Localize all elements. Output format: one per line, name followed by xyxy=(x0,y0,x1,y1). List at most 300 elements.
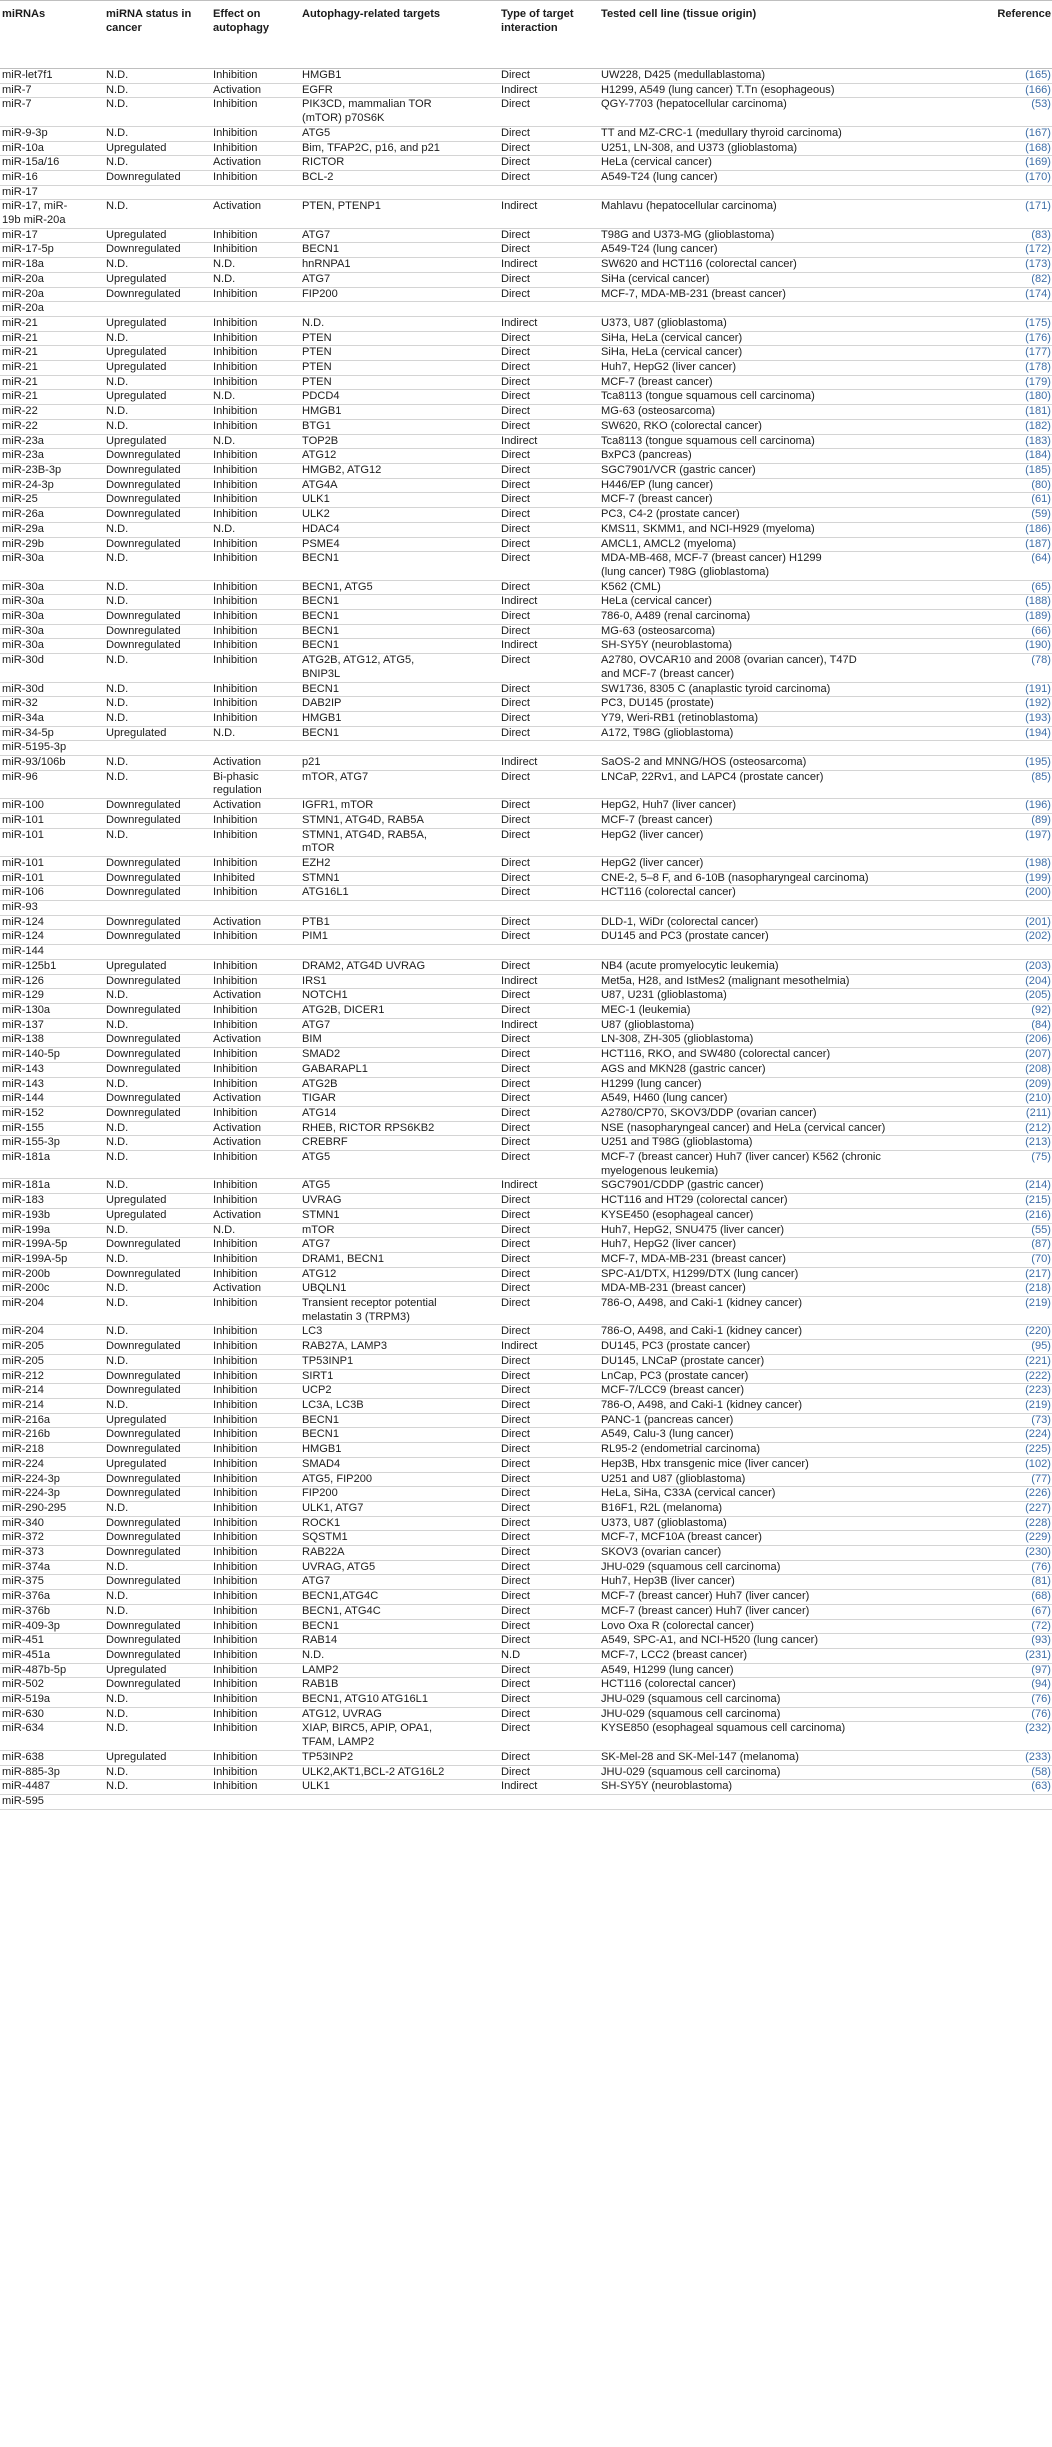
reference-link[interactable]: (194) xyxy=(964,726,1052,741)
reference-link[interactable]: (81) xyxy=(964,1575,1052,1590)
cell-line-cell: KYSE450 (esophageal cancer) xyxy=(599,1208,964,1223)
reference-link[interactable]: (213) xyxy=(964,1136,1052,1151)
effect-cell: Inhibition xyxy=(211,1604,300,1619)
table-row xyxy=(0,1722,1052,1750)
mirna-cell: miR-205 xyxy=(0,1340,104,1355)
reference-link[interactable]: (190) xyxy=(964,639,1052,654)
reference-link[interactable]: (220) xyxy=(964,1325,1052,1340)
reference-link[interactable]: (219) xyxy=(964,1398,1052,1413)
status-cell xyxy=(104,302,211,317)
reference-link[interactable]: (65) xyxy=(964,580,1052,595)
reference-link[interactable]: (192) xyxy=(964,697,1052,712)
effect-cell: Inhibition xyxy=(211,316,300,331)
reference-link[interactable]: (205) xyxy=(964,989,1052,1004)
status-cell: Downregulated xyxy=(104,1267,211,1282)
cell-line-cell: A549, H1299 (lung cancer) xyxy=(599,1663,964,1678)
reference-link[interactable]: (191) xyxy=(964,682,1052,697)
reference-link[interactable]: (95) xyxy=(964,1340,1052,1355)
reference-link[interactable]: (217) xyxy=(964,1267,1052,1282)
cell-line-cell xyxy=(599,901,964,916)
cell-line-cell: MDA-MB-231 (breast cancer) xyxy=(599,1282,964,1297)
cell-line-cell: Tca8113 (tongue squamous cell carcinoma) xyxy=(599,434,964,449)
interaction-cell: Direct xyxy=(499,552,599,580)
mirna-cell: miR-106 xyxy=(0,886,104,901)
reference-link[interactable]: (182) xyxy=(964,419,1052,434)
status-cell: Upregulated xyxy=(104,1413,211,1428)
status-cell: N.D. xyxy=(104,697,211,712)
targets-cell: HMGB1 xyxy=(300,711,499,726)
targets-cell: ATG12, UVRAG xyxy=(300,1707,499,1722)
header-mirnas: miRNAs xyxy=(0,1,104,69)
reference-link[interactable]: (219) xyxy=(964,1297,1052,1325)
reference-link[interactable]: (76) xyxy=(964,1707,1052,1722)
reference-link[interactable] xyxy=(964,741,1052,756)
reference-link[interactable]: (206) xyxy=(964,1033,1052,1048)
targets-cell: DRAM2, ATG4D UVRAG xyxy=(300,959,499,974)
reference-link[interactable]: (168) xyxy=(964,141,1052,156)
status-cell: Downregulated xyxy=(104,1575,211,1590)
reference-link[interactable]: (193) xyxy=(964,711,1052,726)
mirna-cell: miR-30a xyxy=(0,639,104,654)
targets-cell: RICTOR xyxy=(300,156,499,171)
interaction-cell xyxy=(499,901,599,916)
reference-link[interactable]: (188) xyxy=(964,595,1052,610)
targets-cell: RHEB, RICTOR RPS6KB2 xyxy=(300,1121,499,1136)
targets-cell: BECN1 xyxy=(300,552,499,580)
targets-cell: ATG16L1 xyxy=(300,886,499,901)
reference-link[interactable]: (179) xyxy=(964,375,1052,390)
mirna-cell: miR-143 xyxy=(0,1077,104,1092)
reference-link[interactable]: (230) xyxy=(964,1546,1052,1561)
reference-link[interactable]: (180) xyxy=(964,390,1052,405)
reference-link[interactable]: (94) xyxy=(964,1678,1052,1693)
effect-cell: Activation xyxy=(211,1033,300,1048)
targets-cell: BECN1 xyxy=(300,243,499,258)
mirna-cell: miR-21 xyxy=(0,375,104,390)
effect-cell: Inhibition xyxy=(211,1487,300,1502)
interaction-cell: Direct xyxy=(499,272,599,287)
reference-link[interactable]: (229) xyxy=(964,1531,1052,1546)
mirna-cell: miR-30a xyxy=(0,610,104,625)
targets-cell: ATG7 xyxy=(300,1238,499,1253)
reference-link[interactable]: (78) xyxy=(964,654,1052,682)
cell-line-cell: UW228, D425 (medullablastoma) xyxy=(599,69,964,84)
status-cell: N.D. xyxy=(104,1560,211,1575)
status-cell: Downregulated xyxy=(104,1634,211,1649)
reference-link[interactable]: (209) xyxy=(964,1077,1052,1092)
interaction-cell: Direct xyxy=(499,930,599,945)
reference-link[interactable]: (231) xyxy=(964,1648,1052,1663)
mirna-cell: miR-595 xyxy=(0,1794,104,1809)
reference-link[interactable]: (102) xyxy=(964,1457,1052,1472)
reference-link[interactable]: (208) xyxy=(964,1062,1052,1077)
reference-link[interactable]: (221) xyxy=(964,1354,1052,1369)
mirna-cell: miR-205 xyxy=(0,1354,104,1369)
table-row xyxy=(0,799,1052,814)
reference-link[interactable]: (207) xyxy=(964,1048,1052,1063)
status-cell: N.D. xyxy=(104,69,211,84)
reference-link[interactable]: (83) xyxy=(964,228,1052,243)
reference-link[interactable]: (63) xyxy=(964,1780,1052,1795)
table-row xyxy=(0,741,1052,756)
reference-link[interactable]: (93) xyxy=(964,1634,1052,1649)
reference-link[interactable]: (165) xyxy=(964,69,1052,84)
effect-cell: Inhibition xyxy=(211,243,300,258)
reference-link[interactable]: (77) xyxy=(964,1472,1052,1487)
reference-link[interactable]: (85) xyxy=(964,770,1052,798)
reference-link[interactable]: (55) xyxy=(964,1223,1052,1238)
reference-link[interactable]: (201) xyxy=(964,915,1052,930)
table-row xyxy=(0,697,1052,712)
reference-link[interactable]: (222) xyxy=(964,1369,1052,1384)
table-row xyxy=(0,1516,1052,1531)
reference-link[interactable]: (169) xyxy=(964,156,1052,171)
targets-cell: UCP2 xyxy=(300,1384,499,1399)
targets-cell: ATG12 xyxy=(300,449,499,464)
cell-line-cell: SiHa, HeLa (cervical cancer) xyxy=(599,331,964,346)
cell-line-cell: KMS11, SKMM1, and NCI-H929 (myeloma) xyxy=(599,522,964,537)
effect-cell xyxy=(211,901,300,916)
targets-cell: HDAC4 xyxy=(300,522,499,537)
interaction-cell: Direct xyxy=(499,1707,599,1722)
reference-link[interactable]: (173) xyxy=(964,258,1052,273)
reference-link[interactable] xyxy=(964,185,1052,200)
targets-cell: IGFR1, mTOR xyxy=(300,799,499,814)
status-cell: Downregulated xyxy=(104,287,211,302)
reference-link[interactable]: (87) xyxy=(964,1238,1052,1253)
effect-cell: Inhibition xyxy=(211,1457,300,1472)
targets-cell: PTEN xyxy=(300,331,499,346)
reference-link[interactable]: (198) xyxy=(964,856,1052,871)
reference-link[interactable]: (66) xyxy=(964,624,1052,639)
reference-link[interactable]: (177) xyxy=(964,346,1052,361)
reference-link[interactable]: (183) xyxy=(964,434,1052,449)
interaction-cell: Direct xyxy=(499,1693,599,1708)
table-row xyxy=(0,945,1052,960)
cell-line-cell: SW1736, 8305 C (anaplastic tyroid carcinoma) xyxy=(599,682,964,697)
targets-cell: ATG4A xyxy=(300,478,499,493)
reference-link[interactable]: (76) xyxy=(964,1560,1052,1575)
reference-link[interactable]: (53) xyxy=(964,98,1052,126)
reference-link[interactable]: (214) xyxy=(964,1179,1052,1194)
reference-link[interactable]: (211) xyxy=(964,1106,1052,1121)
mirna-cell: miR-30d xyxy=(0,682,104,697)
table-row xyxy=(0,434,1052,449)
reference-link[interactable]: (84) xyxy=(964,1018,1052,1033)
reference-link[interactable]: (210) xyxy=(964,1092,1052,1107)
status-cell: N.D. xyxy=(104,1398,211,1413)
targets-cell: ATG7 xyxy=(300,1018,499,1033)
mirna-cell: miR-216b xyxy=(0,1428,104,1443)
reference-link[interactable]: (226) xyxy=(964,1487,1052,1502)
reference-link[interactable]: (72) xyxy=(964,1619,1052,1634)
reference-link[interactable]: (184) xyxy=(964,449,1052,464)
interaction-cell: Direct xyxy=(499,287,599,302)
table-row xyxy=(0,1384,1052,1399)
effect-cell: Inhibition xyxy=(211,1634,300,1649)
cell-line-cell: MCF-7, MDA-MB-231 (breast cancer) xyxy=(599,287,964,302)
reference-link[interactable]: (170) xyxy=(964,170,1052,185)
targets-cell: BECN1 xyxy=(300,595,499,610)
status-cell: Downregulated xyxy=(104,1487,211,1502)
mirna-cell: miR-290-295 xyxy=(0,1501,104,1516)
reference-link[interactable]: (172) xyxy=(964,243,1052,258)
cell-line-cell: SW620 and HCT116 (colorectal cancer) xyxy=(599,258,964,273)
mirna-cell: miR-30d xyxy=(0,654,104,682)
reference-link[interactable]: (61) xyxy=(964,493,1052,508)
targets-cell: Transient receptor potential melastatin 3 (TRPM3) xyxy=(300,1297,499,1325)
effect-cell: Inhibition xyxy=(211,1707,300,1722)
reference-link[interactable]: (67) xyxy=(964,1604,1052,1619)
effect-cell: Inhibition xyxy=(211,1340,300,1355)
table-row xyxy=(0,170,1052,185)
targets-cell: CREBRF xyxy=(300,1136,499,1151)
reference-link[interactable]: (58) xyxy=(964,1765,1052,1780)
interaction-cell: Direct xyxy=(499,711,599,726)
effect-cell: Inhibition xyxy=(211,1501,300,1516)
reference-link[interactable]: (176) xyxy=(964,331,1052,346)
status-cell: Upregulated xyxy=(104,272,211,287)
reference-link[interactable]: (187) xyxy=(964,537,1052,552)
interaction-cell: Direct xyxy=(499,1722,599,1750)
mirna-cell: miR-30a xyxy=(0,595,104,610)
cell-line-cell: MDA-MB-468, MCF-7 (breast cancer) H1299 (lung cancer) T98G (glioblastoma) xyxy=(599,552,964,580)
targets-cell: BECN1, ATG4C xyxy=(300,1604,499,1619)
table-row xyxy=(0,813,1052,828)
targets-cell: HMGB1 xyxy=(300,1443,499,1458)
status-cell: Downregulated xyxy=(104,1443,211,1458)
effect-cell xyxy=(211,302,300,317)
mirna-cell: miR-144 xyxy=(0,1092,104,1107)
effect-cell: Activation xyxy=(211,756,300,771)
mirna-cell: miR-183 xyxy=(0,1194,104,1209)
effect-cell: Inhibition xyxy=(211,1780,300,1795)
table-row xyxy=(0,331,1052,346)
targets-cell: ULK2,AKT1,BCL-2 ATG16L2 xyxy=(300,1765,499,1780)
reference-link[interactable] xyxy=(964,945,1052,960)
reference-link[interactable]: (218) xyxy=(964,1282,1052,1297)
interaction-cell: Direct xyxy=(499,1531,599,1546)
reference-link[interactable]: (225) xyxy=(964,1443,1052,1458)
reference-link[interactable]: (97) xyxy=(964,1663,1052,1678)
mirna-cell: miR-23B-3p xyxy=(0,463,104,478)
reference-link[interactable]: (92) xyxy=(964,1004,1052,1019)
mirna-cell: miR-519a xyxy=(0,1693,104,1708)
interaction-cell: Direct xyxy=(499,126,599,141)
table-row xyxy=(0,316,1052,331)
targets-cell: STMN1, ATG4D, RAB5A xyxy=(300,813,499,828)
reference-link[interactable] xyxy=(964,302,1052,317)
effect-cell: Inhibition xyxy=(211,537,300,552)
reference-link[interactable]: (202) xyxy=(964,930,1052,945)
status-cell xyxy=(104,945,211,960)
reference-link[interactable]: (175) xyxy=(964,316,1052,331)
reference-link[interactable]: (200) xyxy=(964,886,1052,901)
effect-cell: Inhibition xyxy=(211,449,300,464)
targets-cell: PIM1 xyxy=(300,930,499,945)
reference-link[interactable]: (228) xyxy=(964,1516,1052,1531)
status-cell: Downregulated xyxy=(104,1472,211,1487)
cell-line-cell: JHU-029 (squamous cell carcinoma) xyxy=(599,1560,964,1575)
status-cell xyxy=(104,1794,211,1809)
effect-cell: Inhibition xyxy=(211,463,300,478)
effect-cell: Inhibition xyxy=(211,1369,300,1384)
mirna-cell: miR-143 xyxy=(0,1062,104,1077)
table-row xyxy=(0,1428,1052,1443)
reference-link[interactable]: (185) xyxy=(964,463,1052,478)
targets-cell: ATG5, FIP200 xyxy=(300,1472,499,1487)
cell-line-cell: BxPC3 (pancreas) xyxy=(599,449,964,464)
table-row xyxy=(0,1282,1052,1297)
status-cell: N.D. xyxy=(104,1707,211,1722)
status-cell: Upregulated xyxy=(104,726,211,741)
table-row xyxy=(0,930,1052,945)
table-row xyxy=(0,1179,1052,1194)
status-cell: N.D. xyxy=(104,200,211,228)
cell-line-cell: Tca8113 (tongue squamous cell carcinoma) xyxy=(599,390,964,405)
effect-cell: Inhibition xyxy=(211,361,300,376)
mirna-cell: miR-451 xyxy=(0,1634,104,1649)
status-cell: N.D. xyxy=(104,1136,211,1151)
targets-cell xyxy=(300,901,499,916)
cell-line-cell: JHU-029 (squamous cell carcinoma) xyxy=(599,1707,964,1722)
interaction-cell: Direct xyxy=(499,170,599,185)
interaction-cell: Direct xyxy=(499,654,599,682)
table-row xyxy=(0,1223,1052,1238)
effect-cell: Inhibition xyxy=(211,1765,300,1780)
reference-link[interactable]: (89) xyxy=(964,813,1052,828)
reference-link[interactable]: (167) xyxy=(964,126,1052,141)
reference-link[interactable]: (68) xyxy=(964,1590,1052,1605)
interaction-cell: Direct xyxy=(499,1501,599,1516)
reference-link[interactable]: (181) xyxy=(964,405,1052,420)
status-cell: Downregulated xyxy=(104,1678,211,1693)
targets-cell: RAB22A xyxy=(300,1546,499,1561)
interaction-cell: Direct xyxy=(499,682,599,697)
reference-link[interactable] xyxy=(964,901,1052,916)
mirna-cell: miR-451a xyxy=(0,1648,104,1663)
reference-link[interactable]: (203) xyxy=(964,959,1052,974)
reference-link[interactable]: (197) xyxy=(964,828,1052,856)
reference-link[interactable]: (199) xyxy=(964,871,1052,886)
interaction-cell: Direct xyxy=(499,1398,599,1413)
reference-link[interactable]: (227) xyxy=(964,1501,1052,1516)
status-cell: N.D. xyxy=(104,375,211,390)
targets-cell: PIK3CD, mammalian TOR (mTOR) p70S6K xyxy=(300,98,499,126)
effect-cell: Inhibition xyxy=(211,141,300,156)
reference-link[interactable]: (174) xyxy=(964,287,1052,302)
mirna-cell: miR-4487 xyxy=(0,1780,104,1795)
reference-link[interactable]: (232) xyxy=(964,1722,1052,1750)
cell-line-cell: A172, T98G (glioblastoma) xyxy=(599,726,964,741)
table-row xyxy=(0,1369,1052,1384)
reference-link[interactable]: (73) xyxy=(964,1413,1052,1428)
cell-line-cell: HepG2 (liver cancer) xyxy=(599,828,964,856)
targets-cell: STMN1 xyxy=(300,1208,499,1223)
interaction-cell: Direct xyxy=(499,1560,599,1575)
reference-link[interactable]: (64) xyxy=(964,552,1052,580)
cell-line-cell: SaOS-2 and MNNG/HOS (osteosarcoma) xyxy=(599,756,964,771)
cell-line-cell: MCF-7 (breast cancer) xyxy=(599,375,964,390)
reference-link[interactable]: (233) xyxy=(964,1750,1052,1765)
reference-link[interactable]: (196) xyxy=(964,799,1052,814)
reference-link[interactable]: (75) xyxy=(964,1151,1052,1179)
reference-link[interactable]: (166) xyxy=(964,83,1052,98)
interaction-cell: Direct xyxy=(499,1252,599,1267)
table-row xyxy=(0,610,1052,625)
reference-link[interactable]: (195) xyxy=(964,756,1052,771)
interaction-cell: Direct xyxy=(499,508,599,523)
cell-line-cell: 786-0, A489 (renal carcinoma) xyxy=(599,610,964,625)
cell-line-cell: MCF-7 (breast cancer) xyxy=(599,493,964,508)
effect-cell: Inhibition xyxy=(211,697,300,712)
reference-link[interactable]: (224) xyxy=(964,1428,1052,1443)
mirna-cell: miR-374a xyxy=(0,1560,104,1575)
mirna-cell: miR-22 xyxy=(0,419,104,434)
status-cell: Downregulated xyxy=(104,1106,211,1121)
targets-cell: ATG5 xyxy=(300,126,499,141)
effect-cell: N.D. xyxy=(211,726,300,741)
reference-link[interactable]: (76) xyxy=(964,1693,1052,1708)
reference-link[interactable] xyxy=(964,1794,1052,1809)
cell-line-cell: PC3, DU145 (prostate) xyxy=(599,697,964,712)
targets-cell: PTB1 xyxy=(300,915,499,930)
reference-link[interactable]: (59) xyxy=(964,508,1052,523)
status-cell: Upregulated xyxy=(104,434,211,449)
interaction-cell: Indirect xyxy=(499,1179,599,1194)
status-cell: Downregulated xyxy=(104,799,211,814)
reference-link[interactable]: (178) xyxy=(964,361,1052,376)
reference-link[interactable]: (223) xyxy=(964,1384,1052,1399)
interaction-cell: Direct xyxy=(499,141,599,156)
interaction-cell: Direct xyxy=(499,361,599,376)
reference-link[interactable]: (204) xyxy=(964,974,1052,989)
table-row xyxy=(0,1472,1052,1487)
mirna-cell: miR-487b-5p xyxy=(0,1663,104,1678)
targets-cell: SQSTM1 xyxy=(300,1531,499,1546)
table-row xyxy=(0,1648,1052,1663)
reference-link[interactable]: (216) xyxy=(964,1208,1052,1223)
targets-cell: hnRNPA1 xyxy=(300,258,499,273)
mirna-cell: miR-124 xyxy=(0,930,104,945)
reference-link[interactable]: (215) xyxy=(964,1194,1052,1209)
mirna-cell: miR-138 xyxy=(0,1033,104,1048)
interaction-cell: Direct xyxy=(499,1516,599,1531)
status-cell: Downregulated xyxy=(104,1428,211,1443)
interaction-cell: Indirect xyxy=(499,1340,599,1355)
table-row xyxy=(0,1604,1052,1619)
interaction-cell: Direct xyxy=(499,1457,599,1472)
table-row xyxy=(0,1151,1052,1179)
effect-cell: Inhibition xyxy=(211,1398,300,1413)
reference-link[interactable]: (80) xyxy=(964,478,1052,493)
status-cell: Downregulated xyxy=(104,1004,211,1019)
reference-link[interactable]: (186) xyxy=(964,522,1052,537)
reference-link[interactable]: (189) xyxy=(964,610,1052,625)
table-row xyxy=(0,886,1052,901)
reference-link[interactable]: (212) xyxy=(964,1121,1052,1136)
table-row xyxy=(0,478,1052,493)
status-cell: Downregulated xyxy=(104,1033,211,1048)
mirna-cell: miR-376a xyxy=(0,1590,104,1605)
interaction-cell: Direct xyxy=(499,915,599,930)
reference-link[interactable]: (82) xyxy=(964,272,1052,287)
reference-link[interactable]: (70) xyxy=(964,1252,1052,1267)
mirna-cell: miR-96 xyxy=(0,770,104,798)
mirna-cell: miR-373 xyxy=(0,1546,104,1561)
reference-link[interactable]: (171) xyxy=(964,200,1052,228)
interaction-cell: Direct xyxy=(499,390,599,405)
